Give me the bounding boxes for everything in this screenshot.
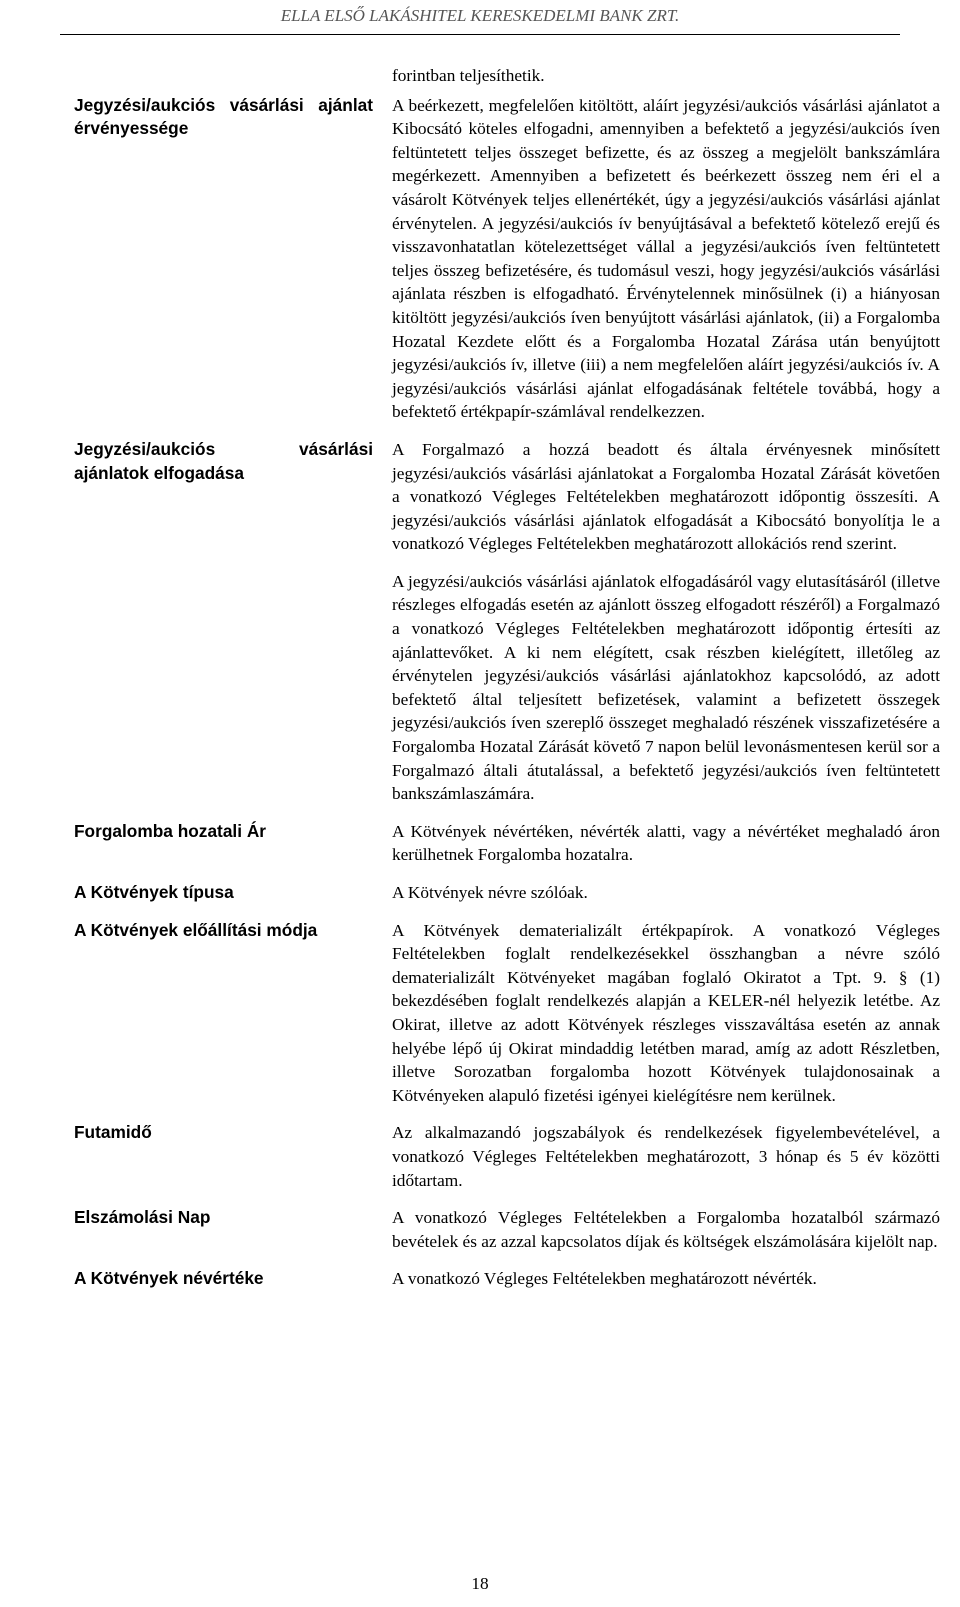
- section-label: Jegyzési/aukciós vásárlási ajánlatok elfogadása: [74, 438, 373, 483]
- section-label: A Kötvények típusa: [74, 882, 234, 902]
- section-row: [74, 438, 940, 806]
- section-label: Jegyzési/aukciós vásárlási ajánlat érvényessége: [74, 94, 373, 139]
- section-paragraph: A Kötvények névre szólóak.: [392, 883, 588, 902]
- page-header: ELLA ELSŐ LAKÁSHITEL KERESKEDELMI BANK ZRT.: [280, 6, 680, 25]
- section-paragraph: A vonatkozó Végleges Feltételekben a Forgalomba hozatalból származó bevételek és az azzal kapcsolatos díjak és költségek elszámolására kijelölt nap.: [392, 1208, 940, 1251]
- section-body: [392, 820, 940, 867]
- section-row: [74, 94, 940, 424]
- section-paragraph: A beérkezett, megfelelően kitöltött, aláírt jegyzési/aukciós vásárlási ajánlatot a Kibocsátó köteles elfogadni, amennyiben a befektető a jegyzési/aukciós íven feltüntetett teljes összeget befizette, és az összeg a megjelölt bankszámlára megérkezett. Amennyiben a befizetett és beérkezett összeg nem éri el a vásárolt Kötvények teljes ellenértékét, úgy a jegyzési/aukciós vásárlási ajánlat érvénytelen. A jegyzési/aukciós ív benyújtásával a befektető kötelező erejű és visszavonhatatlan kötelezettséget vállal a jegyzési/aukciós íven feltüntetett teljes összeg befizetésére, és tudomásul veszi, hogy jegyzési/aukciós vásárlási ajánlata részben is elfogadható. Érvénytelennek minősülnek (i) a hiányosan kitöltött jegyzési/aukciós íven benyújtott vásárlási ajánlatok, (ii) a Forgalomba Hozatal Kezdete előtt és a Forgalomba Hozatal Zárása után benyújtott jegyzési/aukciós ív, illetve (iii) a nem megfelelően aláírt jegyzési/aukciós ív. A jegyzési/aukciós vásárlási ajánlat elfogadásának feltétele továbbá, hogy a befektető értékpapír-számlával rendelkezzen.: [392, 95, 940, 422]
- section-paragraph: Az alkalmazandó jogszabályok és rendelkezések figyelembevételével, a vonatkozó Végleges Feltételekben meghatározott, 3 hónap és 5 év közötti időtartam.: [392, 1123, 940, 1190]
- section-body: [392, 1121, 940, 1192]
- section-row: [74, 1121, 940, 1192]
- section-label: Forgalomba hozatali Ár: [74, 820, 267, 841]
- header-divider: [60, 34, 900, 35]
- section-row: [74, 1206, 940, 1253]
- section-row: [74, 919, 940, 1108]
- section-label: A Kötvények névértéke: [74, 1268, 264, 1289]
- section-paragraph: A Forgalmazó a hozzá beadott és általa érvényesnek minősített jegyzési/aukciós vásárlási ajánlatokat a Forgalomba Hozatal Zárását követően a vonatkozó Végleges Feltételekben meghatározott időpontig összesíti. A jegyzési/aukciós vásárlási ajánlatok elfogadását a Kibocsátó bonyolítja le a vonatkozó Végleges Feltételekben meghatározott allokációs rend szerint.: [392, 439, 940, 554]
- page-number: 18: [471, 1574, 489, 1593]
- section-row: [74, 820, 940, 867]
- sections-list: [74, 94, 940, 1291]
- section-label: Elszámolási Nap: [74, 1207, 211, 1228]
- section-paragraph: A vonatkozó Végleges Feltételekben meghatározott névérték.: [392, 1269, 817, 1289]
- section-label: Futamidő: [74, 1122, 152, 1143]
- section-body: [392, 94, 940, 424]
- section-paragraph: A Kötvények névértéken, névérték alatti, vagy a névértéket meghaladó áron kerülhetnek Forgalomba hozatalra.: [392, 821, 940, 865]
- section-label: A Kötvények előállítási módja: [74, 919, 318, 940]
- lead-text: forintban teljesíthetik.: [392, 66, 545, 85]
- section-body: [392, 438, 940, 806]
- section-row: [74, 1267, 940, 1291]
- section-body: [392, 881, 940, 905]
- section-body: [392, 1267, 940, 1291]
- section-row: [74, 881, 940, 905]
- section-body: [392, 1206, 940, 1253]
- section-paragraph: A Kötvények dematerializált értékpapírok. A vonatkozó Végleges Feltételekben foglalt rendelkezésekkel összhangban a névre szóló dematerializált Kötvényeket magában foglaló Okiratot a Tpt. 9. § (1) bekezdésében foglalt rendelkezés alapján a KELER-nél helyezik letétbe. Az Okirat, illetve az adott Kötvények részleges visszaváltása esetén az annak helyébe lépő új Okirat mindaddig letétben marad, amíg az adott Részletben, illetve Sorozatban forgalomba hozott Kötvények tulajdonosainak a Kötvényeken alapuló fizetési igényei kielégítésre nem kerülnek.: [392, 920, 940, 1105]
- document-body: [74, 64, 940, 1305]
- section-paragraph: A jegyzési/aukciós vásárlási ajánlatok elfogadásáról vagy elutasításáról (illetve részleges elfogadás esetén az ajánlott összeg elfogadott részéről) a Forgalmazó a vonatkozó Végleges Feltételekben meghatározott időpontig értesíti az ajánlattevőket. A ki nem elégített, csak részben kielégített, illetőleg az érvénytelen jegyzési/aukciós vásárlási ajánlatokhoz kapcsolódó, az adott befektető által teljesített befizetések, valamint a befizetett összegek jegyzési/aukciós íven szereplő összeget meghaladó részének visszafizetésére a Forgalomba Hozatal Zárását követő 7 napon belül levonásmentesen kerül sor a Forgalmazó általi átutalással, a befektető jegyzési/aukciós íven feltüntetett bankszámlaszámára.: [392, 571, 940, 804]
- section-body: [392, 919, 940, 1108]
